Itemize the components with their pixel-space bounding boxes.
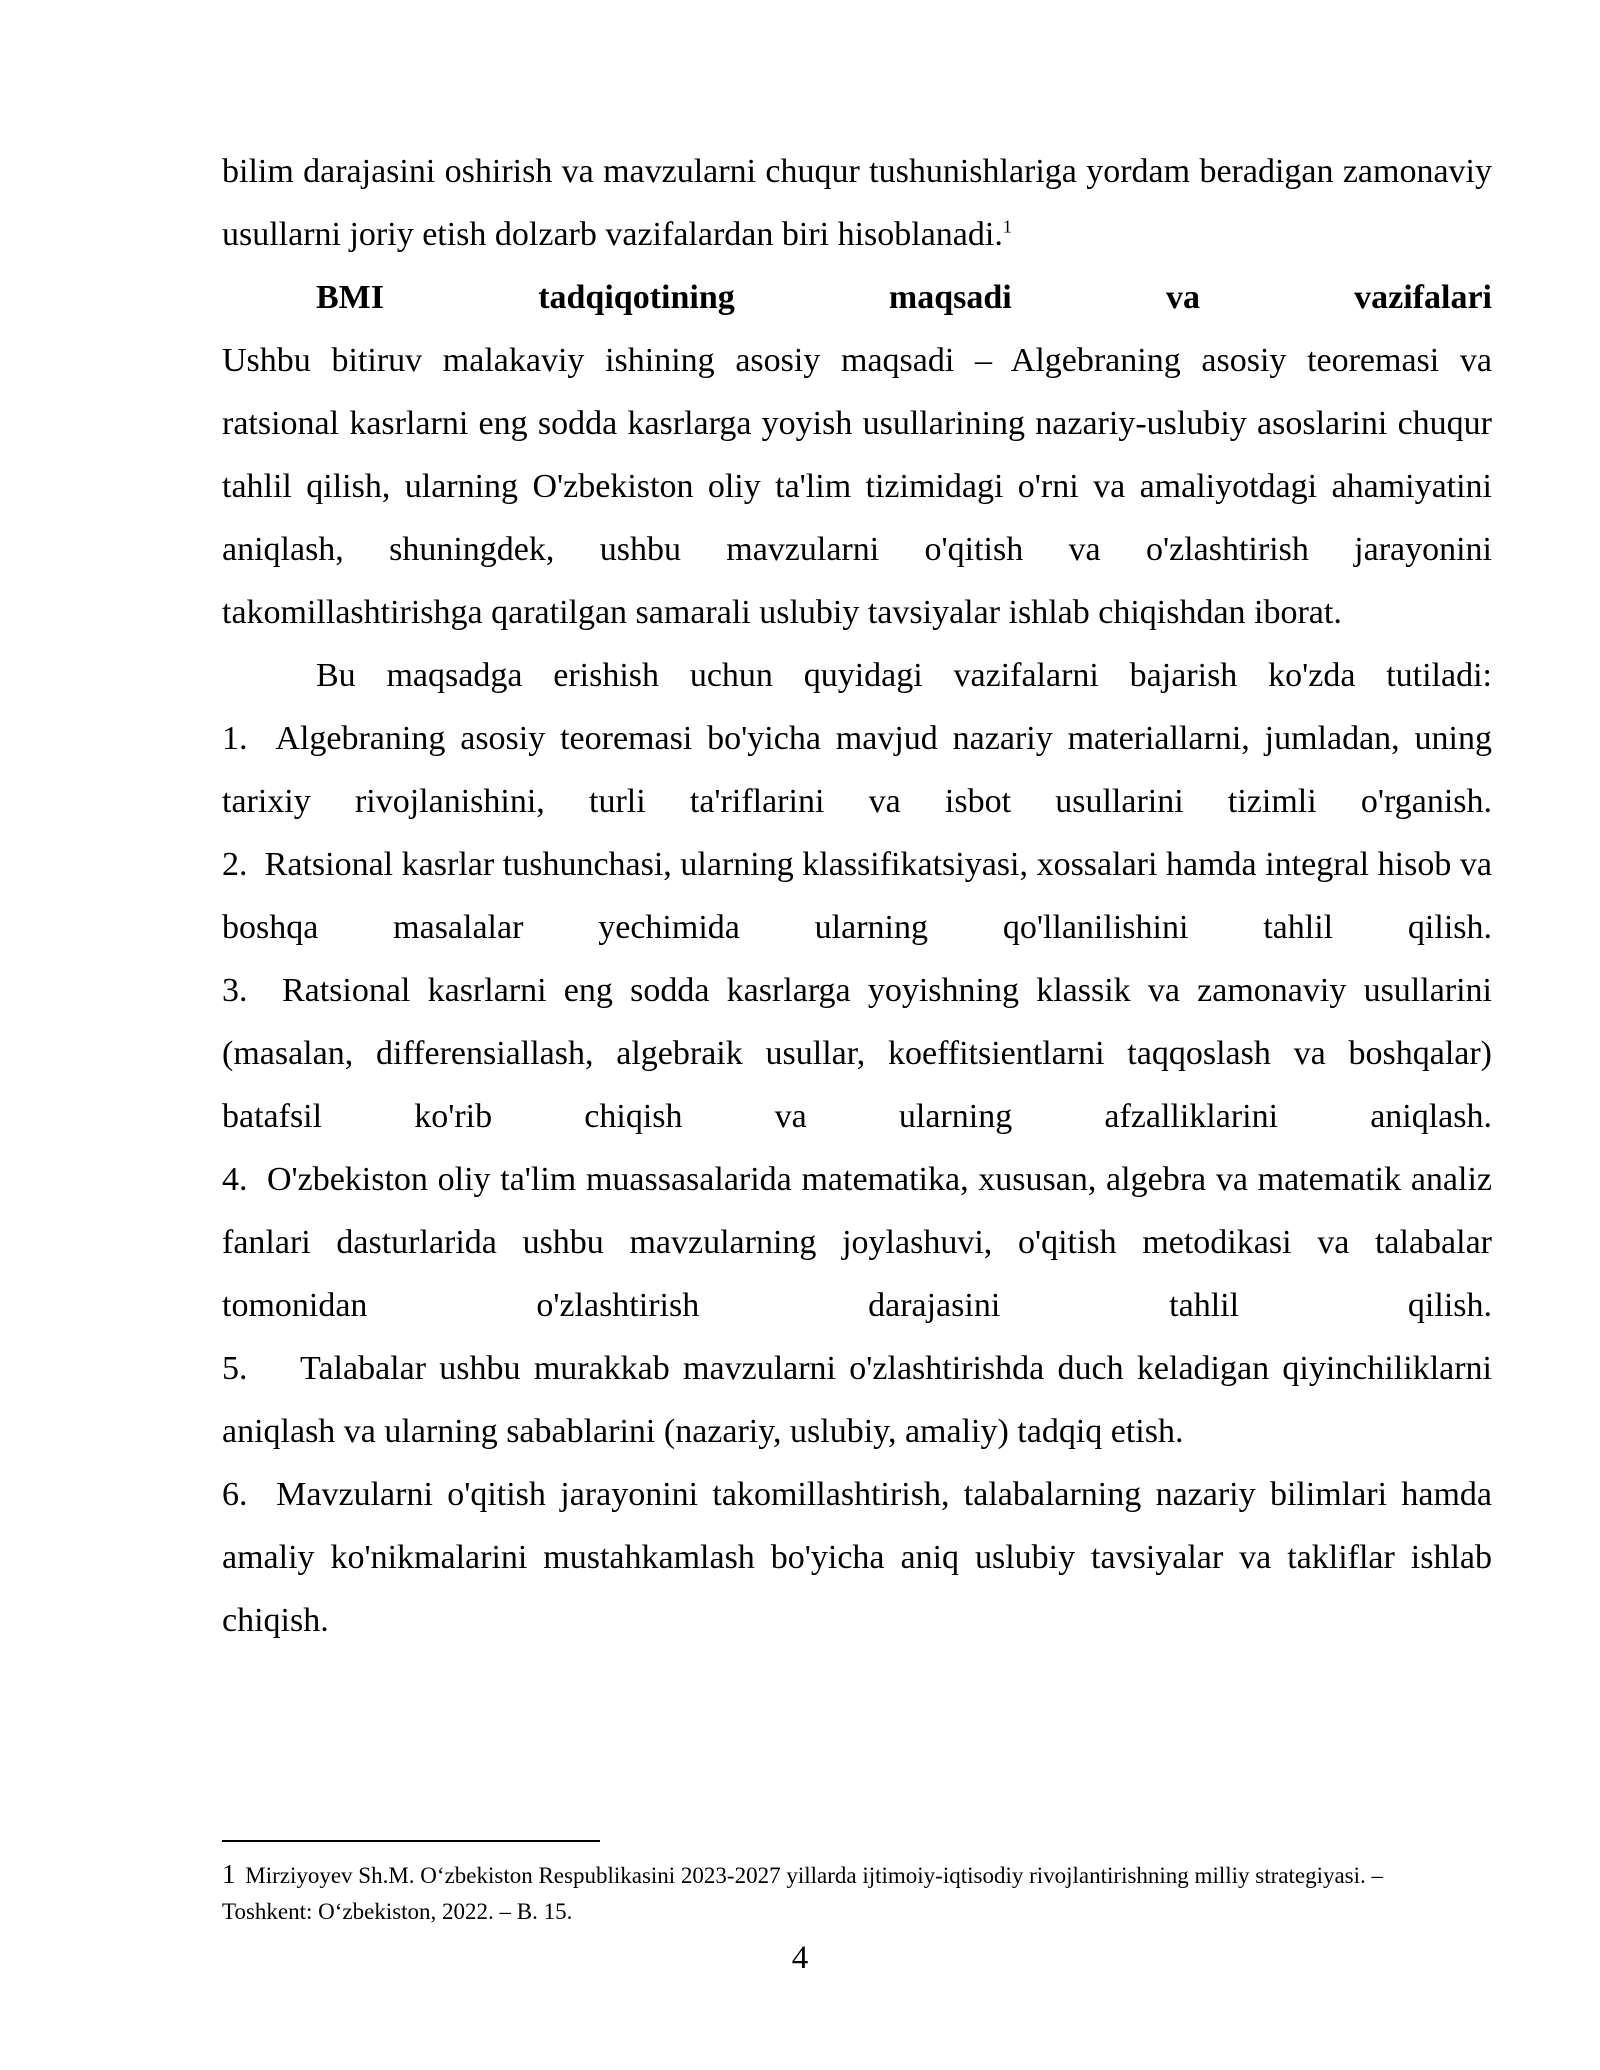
task-text: Ratsional kasrlar tushunchasi, ularning klassifikatsiyasi, xossalari hamda integral hisob va boshqa masalalar yechimida ularning qo'llanilishini tahlil qilish. <box>222 846 1492 946</box>
footnote <box>222 1856 1422 1930</box>
intro-paragraph <box>222 140 1492 266</box>
task-item-5 <box>222 1337 1492 1463</box>
task-number: 4. <box>222 1161 248 1198</box>
task-text: Mavzularni o'qitish jarayonini takomillashtirish, talabalarning nazariy bilimlari hamda amaliy ko'nikmalarini mustahkamlash bo'yicha aniq uslubiy tavsiyalar va takliflar ishlab chiqish. <box>222 1476 1493 1639</box>
intro-text: bilim darajasini oshirish va mavzularni chuqur tushunishlariga yordam beradigan zamonaviy usullarni joriy etish dolzarb vazifalardan biri hisoblanadi. <box>222 153 1492 253</box>
task-text: Algebraning asosiy teoremasi bo'yicha mavjud nazariy materiallarni, jumladan, uning tarixiy rivojlanishini, turli ta'riflarini va isbot usullarini tizimli o'rganish. <box>222 720 1492 820</box>
task-item-4 <box>222 1148 1492 1337</box>
task-text: O'zbekiston oliy ta'lim muassasalarida matematika, xususan, algebra va matematik analiz fanlari dasturlarida ushbu mavzularning joylashuvi, o'qitish metodikasi va talabalar tomonidan o'zlashtirish darajasini tahlil qilish. <box>222 1161 1493 1324</box>
footnote-text: Mirziyoyev Sh.M. O‘zbekiston Respublikasini 2023-2027 yillarda ijtimoiy-iqtisodiy rivojlantirishning milliy strategiyasi. – Toshkent: O‘zbekiston, 2022. – B. 15. <box>222 1863 1384 1924</box>
task-number: 3. <box>222 972 248 1009</box>
footnote-separator <box>222 1840 600 1842</box>
page-number: 4 <box>791 1940 809 1976</box>
tasks-intro-paragraph: Bu maqsadga erishish uchun quyidagi vazifalarni bajarish ko'zda tutiladi: <box>316 657 1492 694</box>
section-heading: BMI tadqiqotining maqsadi va vazifalari <box>316 279 1492 316</box>
body-text <box>222 140 1492 1652</box>
task-number: 2. <box>222 846 248 883</box>
task-item-2 <box>222 833 1492 959</box>
task-text: Talabalar ushbu murakkab mavzularni o'zlashtirishda duch keladigan qiyinchiliklarni aniqlash va ularning sabablarini (nazariy, uslubiy, amaliy) tadqiq etish. <box>222 1350 1492 1450</box>
task-item-3 <box>222 959 1492 1148</box>
task-number: 6. <box>222 1476 248 1513</box>
task-number: 5. <box>222 1350 248 1387</box>
task-number: 1. <box>222 720 248 757</box>
aim-paragraph: Ushbu bitiruv malakaviy ishining asosiy maqsadi – Algebraning asosiy teoremasi va ratsional kasrlarni eng sodda kasrlarga yoyish usullarining nazariy-uslubiy asoslarini chuqur tahlil qilish, ularning O'zbekiston oliy ta'lim tizimidagi o'rni va amaliyotdagi ahamiyatini aniqlash, shuningdek, ushbu mavzularni o'qitish va o'zlashtirish jarayonini takomillashtirishga qaratilgan samarali uslubiy tavsiyalar ishlab chiqishdan iborat. <box>222 342 1492 631</box>
task-item-1 <box>222 707 1492 833</box>
task-text: Ratsional kasrlarni eng sodda kasrlarga yoyishning klassik va zamonaviy usullarini (masalan, differensiallash, algebraik usullar, koeffitsientlarni taqqoslash va boshqalar) batafsil ko'rib chiqish va ularning afzalliklarini aniqlash. <box>222 972 1493 1135</box>
task-item-6 <box>222 1463 1492 1652</box>
footnote-number: 1 <box>222 1859 236 1889</box>
footnote-reference: 1 <box>1002 216 1012 237</box>
